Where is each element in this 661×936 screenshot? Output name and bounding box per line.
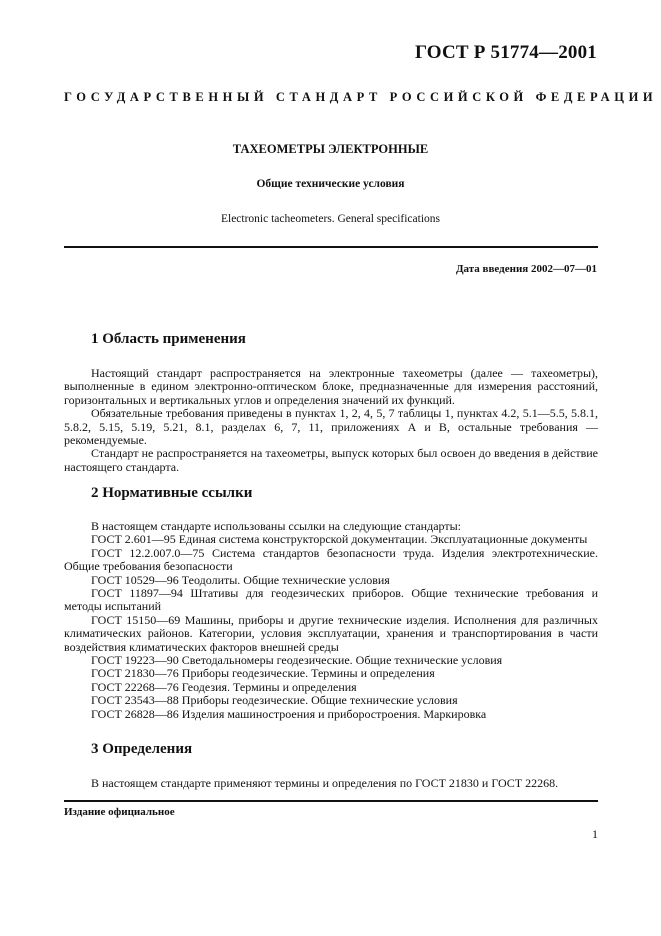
section-1-paragraph: Настоящий стандарт распространяется на электронные тахеометры (далее — тахеометры), выполненные в едином электронно-оптическом блоке, предназначенные для измерения расстояний, горизонтальных и вертикальных углов и определения значений их функций. — [64, 366, 598, 407]
document-title: ТАХЕОМЕТРЫ ЭЛЕКТРОННЫЕ — [232, 142, 429, 156]
section-1-heading: 1 Область применения — [91, 331, 246, 347]
page-number: 1 — [592, 827, 598, 841]
section-1-paragraph: Обязательные требования приведены в пунктах 1, 2, 4, 5, 7 таблицы 1, пунктах 4.2, 5.1—5.5, 5.8.1, 5.8.2, 5.15, 5.19, 5.21, 8.1, разделах 6, 7, 11, приложениях А и В, остальные требования — рекомендуемые. — [64, 406, 598, 448]
footer-divider — [64, 800, 598, 802]
reference-item: ГОСТ 19223—90 Светодальномеры геодезические. Общие технические условия — [91, 653, 503, 668]
header-divider — [64, 246, 598, 248]
document-subtitle: Общие технические условия — [256, 178, 405, 190]
reference-item: ГОСТ 10529—96 Теодолиты. Общие технические условия — [91, 572, 390, 587]
reference-item: ГОСТ 21830—76 Приборы геодезические. Термины и определения — [91, 666, 435, 681]
gost-code: ГОСТ Р 51774—2001 — [414, 42, 597, 63]
section-2-heading: 2 Нормативные ссылки — [91, 485, 253, 501]
reference-item: ГОСТ 22268—76 Геодезия. Термины и определения — [91, 679, 357, 694]
section-3-body — [64, 777, 598, 790]
reference-item: ГОСТ 11897—94 Штативы для геодезических приборов. Общие технические требования и методы испытаний — [64, 586, 598, 614]
reference-item: ГОСТ 23543—88 Приборы геодезические. Общие технические условия — [91, 693, 458, 708]
reference-item: ГОСТ 12.2.007.0—75 Система стандартов безопасности труда. Изделия электротехнические. Общие требования безопасности — [64, 545, 598, 574]
state-standard-title: ГОСУДАРСТВЕННЫЙ СТАНДАРТ РОССИЙСКОЙ ФЕДЕРАЦИИ — [64, 90, 658, 104]
section-2-intro: В настоящем стандарте использованы ссылки на следующие стандарты: — [91, 519, 462, 533]
introduction-date: Дата введения 2002—07—01 — [455, 263, 597, 275]
section-3-paragraph: В настоящем стандарте применяют термины и определения по ГОСТ 21830 и ГОСТ 22268. — [91, 776, 559, 790]
reference-item: ГОСТ 2.601—95 Единая система конструкторской документации. Эксплуатационные документы — [91, 532, 588, 547]
section-2-body — [64, 520, 598, 721]
official-edition-label: Издание официальное — [64, 806, 175, 818]
section-3-heading: 3 Определения — [91, 741, 193, 757]
reference-item: ГОСТ 26828—86 Изделия машиностроения и приборостроения. Маркировка — [91, 706, 487, 721]
section-1-paragraph: Стандарт не распространяется на тахеометры, выпуск которых был освоен до введения в действие настоящего стандарта. — [64, 446, 598, 474]
document-english-title: Electronic tacheometers. General specifications — [220, 213, 441, 225]
reference-item: ГОСТ 15150—69 Машины, приборы и другие технические изделия. Исполнения для различных климатических районов. Категории, условия эксплуатации, хранения и транспортирования в части воздействия климатических факторов внешней среды — [64, 612, 598, 654]
section-1-body — [64, 367, 598, 474]
